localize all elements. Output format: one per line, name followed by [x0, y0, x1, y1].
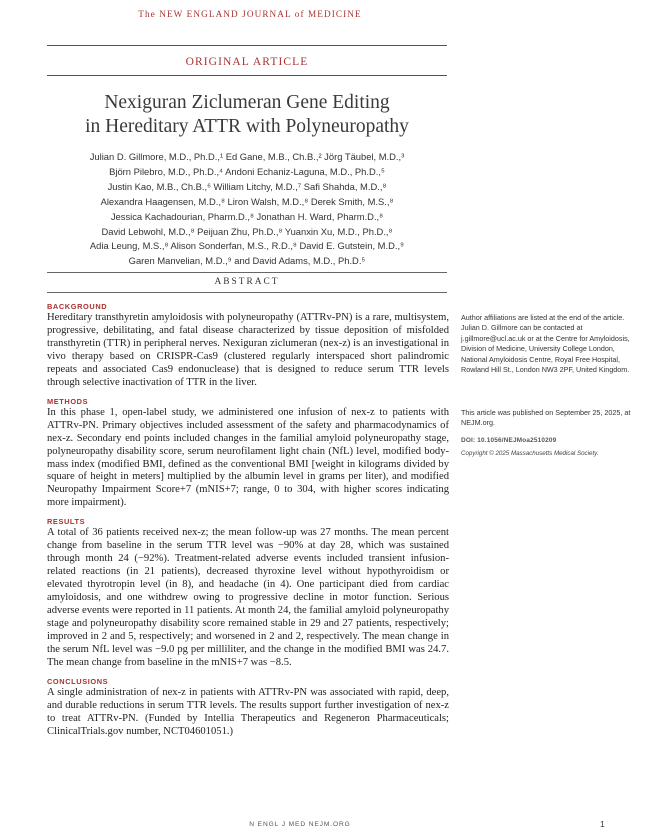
results-heading: RESULTS — [47, 517, 86, 527]
author-line: Jessica Kachadourian, Pharm.D.,⁸ Jonathan H. Ward, Pharm.D.,⁸ — [110, 210, 384, 222]
abstract-rule-bottom — [47, 292, 447, 293]
author-affiliations-note: Author affiliations are listed at the end of the article. Julian D. Gillmore can be contacted at j.gillmore@ucl.ac.uk or at the Centre for Amyloidosis, Division of Medicine, University College London, National Amyloidosis Centre, Royal Free Hospital, Rowland Hill St., London NW3 2PF, United Kingdom. — [461, 313, 630, 375]
footer-journal-ref: N ENGL J MED NEJM.ORG — [249, 821, 351, 828]
top-rule — [47, 45, 447, 46]
author-line: Julian D. Gillmore, M.D., Ph.D.,¹ Ed Gane, M.B., Ch.B.,² Jörg Täubel, M.D.,³ — [89, 151, 405, 162]
author-line: Adia Leung, M.S.,⁸ Alison Sonderfan, M.S., R.D.,⁸ David E. Gutstein, M.D.,⁹ — [89, 240, 405, 252]
methods-text: In this phase 1, open-label study, we administered one infusion of nex-z to patients with ATTRv-PN. Primary objectives included assessment of the safety and pharmacodynamics of nex-z. Secondary end points included changes in the familial amyloid polyneuropathy stage, polyneuropathy disability score, serum neurofilament light chain (NfL) level, modified body-mass index (modified BMI, defined as the conventional BMI [weight in kilograms divided by square of height in meters] multiplied by the albumin level in grams per liter), and modified Neuropathy Impairment Score+7 (mNIS+7; range, 0 to 304, with higher scores indicating more impairment). — [47, 406, 449, 509]
author-line: Justin Kao, M.B., Ch.B.,⁶ William Litchy, M.D.,⁷ Safi Shahda, M.D.,⁸ — [107, 180, 387, 192]
methods-heading: METHODS — [47, 396, 89, 406]
author-line: Garen Manvelian, M.D.,⁹ and David Adams, M.D., Ph.D.⁵ — [128, 255, 366, 267]
background-heading: BACKGROUND — [47, 302, 108, 311]
article-title — [30, 91, 464, 139]
copyright-note: Copyright © 2025 Massachusetts Medical Society. — [461, 450, 599, 457]
title-line-1: Nexiguran Ziclumeran Gene Editing — [104, 92, 390, 113]
journal-masthead: The NEW ENGLAND JOURNAL of MEDICINE — [138, 9, 362, 19]
abstract-rule-top — [47, 272, 447, 273]
results-text: A total of 36 patients received nex-z; the mean follow-up was 27 months. The mean percent change from baseline in the serum TTR level was −90% at day 28, which was sustained through month 24 (−92%). Treatment-related adverse events included transient infusion-related reactions (in 21 patients), decreased thyroxine level without hypothyroidism or elevated thyrotropin level (in 8), and headache (in 4). One participant died from cardiac amyloidosis, and one withdrew owing to progressive decline in motor function. Serious adverse events were reported in 11 patients. At month 24, the familial amyloid polyneuropathy stage and polyneuropathy disability score remained stable in 29 and 27 patients, respectively; improved in 2 and 5, respectively; and worsened in 2 and 2, respectively. The mean change in the serum NfL level was −9.0 pg per milliliter, and the change in the modified BMI was 24.7. The mean change from baseline in the mNIS+7 was −8.5. — [47, 527, 449, 668]
publication-note: This article was published on September 25, 2025, at NEJM.org. — [461, 408, 631, 428]
background-text: Hereditary transthyretin amyloidosis with polyneuropathy (ATTRv-PN) is a rare, multisystem, progressive, debilitating, and fatal disease characterized by tissue deposition of misfolded transthyretin (TTR) in peripheral nerves. Nexiguran ziclumeran (nex-z) is an investigational in vivo therapy based on CRISPR-Cas9 (clustered regularly interspaced short palindromic repeats and associated Cas9 endonuclease) that is designed to reduce serum TTR levels through selective inactivation of TTR in the liver. — [47, 312, 449, 388]
article-type-rule — [47, 75, 447, 76]
conclusions-text: A single administration of nex-z in patients with ATTRv-PN was associated with rapid, deep, and durable reductions in serum TTR levels. The results support further investigation of nex-z to treat ATTRv-PN. (Funded by Intellia Therapeutics and Regeneron Pharmaceuticals; ClinicalTrials.gov number, NCT04601051.) — [47, 686, 449, 737]
abstract-label: ABSTRACT — [214, 277, 280, 287]
abstract-body — [47, 301, 449, 745]
title-line-2: in Hereditary ATTR with Polyneuropathy — [85, 116, 409, 137]
author-line: Alexandra Haagensen, M.D.,⁸ Liron Walsh, M.D.,⁸ Derek Smith, M.S.,⁸ — [100, 195, 394, 207]
page-number: 1 — [600, 819, 605, 829]
author-line: David Lebwohl, M.D.,⁸ Peijuan Zhu, Ph.D.,⁸ Yuanxin Xu, M.D., Ph.D.,⁸ — [101, 225, 393, 237]
doi-link[interactable]: DOI: 10.1056/NEJMoa2510209 — [461, 437, 557, 444]
author-line: Björn Pilebro, M.D., Ph.D.,⁴ Andoni Echaniz-Laguna, M.D., Ph.D.,⁵ — [109, 165, 385, 177]
article-type-label: ORIGINAL ARTICLE — [185, 56, 309, 68]
author-list — [30, 150, 464, 269]
conclusions-heading: CONCLUSIONS — [47, 676, 109, 686]
